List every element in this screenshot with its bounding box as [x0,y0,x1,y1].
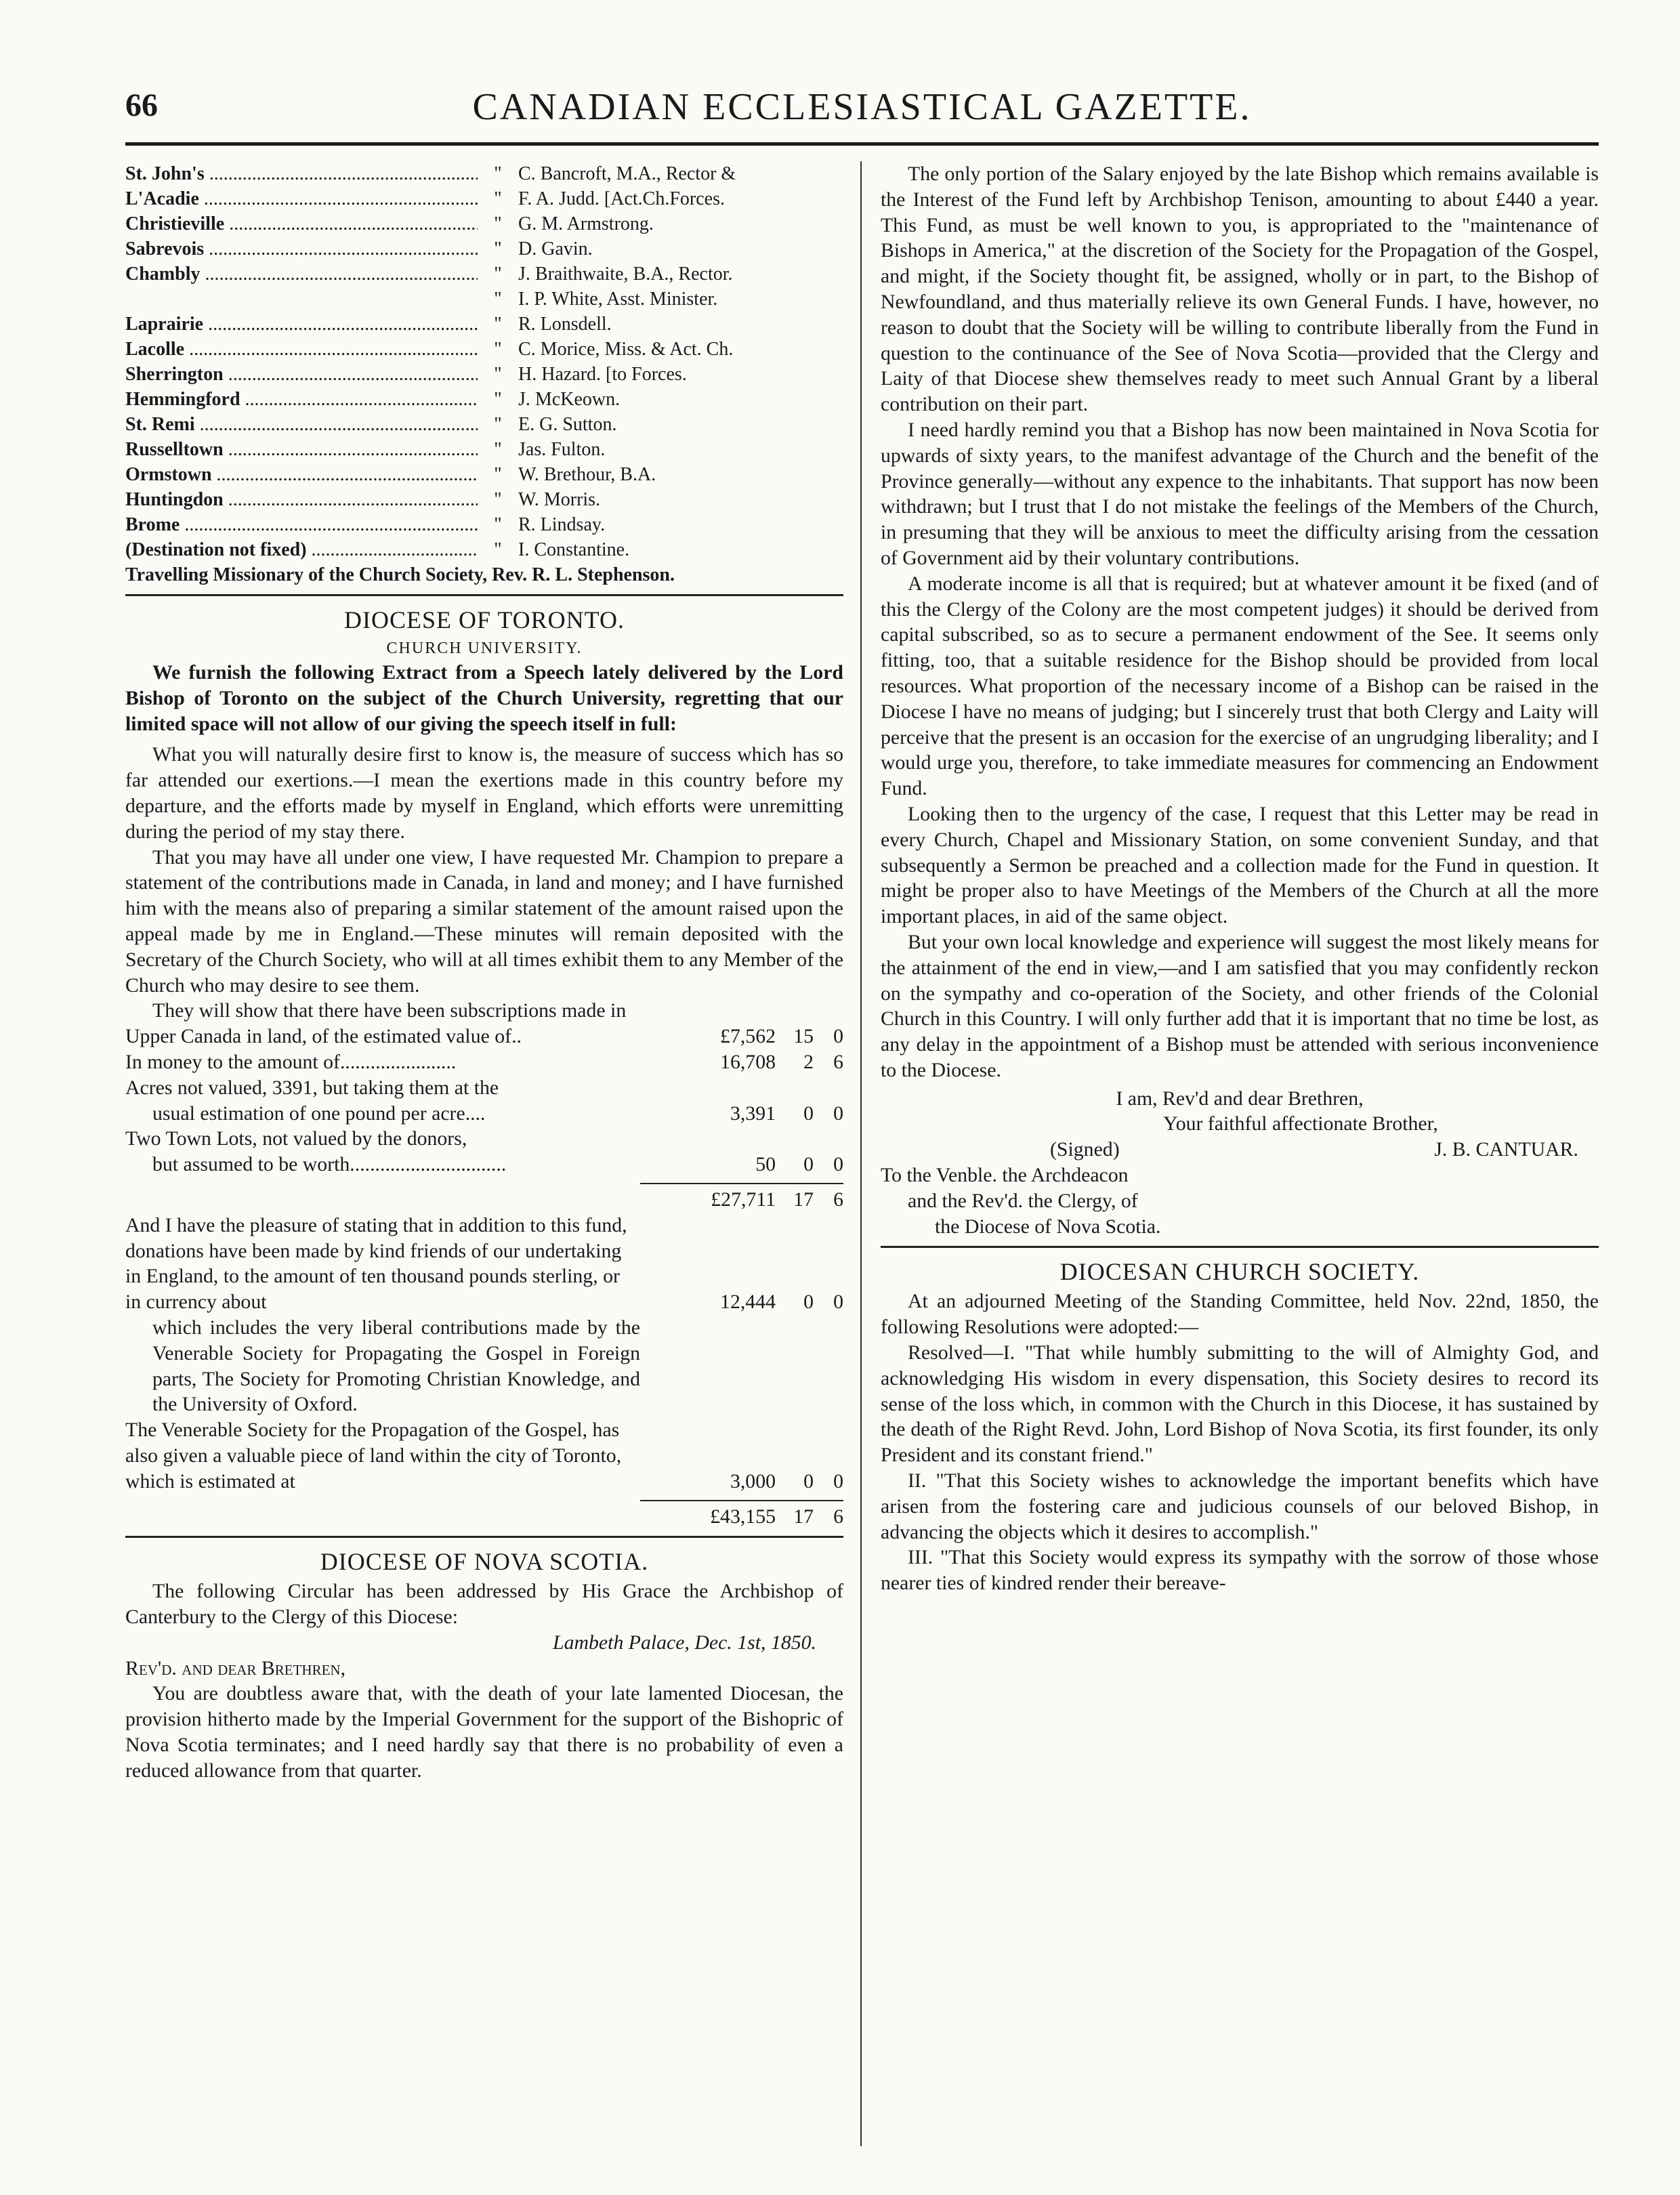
subscription-dn: 0 [833,1153,843,1176]
toronto-intro: We furnish the following Extract from a Speech lately delivered by the Lord Bishop of Toronto on the subject of the Church University, regretting that our limited space will not allow of our giving the speech itself in full: [125,661,843,735]
mission-place: Hemmingford ..... [125,387,478,412]
letter-place-date: Lambeth Palace, Dec. 1st, 1850. [553,1631,816,1654]
section-title-church-society: DIOCESAN CHURCH SOCIETY. [1059,1258,1420,1286]
toronto-paragraph: That you may have all under one view, I have requested Mr. Champion to prepare a statement of the contributions made in Canada, in land and money; and I have furnished him with the means also of preparing a similar statement of the amount raised upon the appeal made by me in England.—These minutes will remain deposited with the Secretary of the Church Society, who will at all times exhibit them to any Member of the Church who may desire to see them. [125,845,843,997]
subscription-dn: 6 [833,1050,843,1073]
land-amount: 3,000 [730,1469,776,1492]
mission-clergy: C. Morice, Miss. & Act. Ch. [518,339,734,360]
column-rule [860,161,862,2146]
mission-place: Sherrington ..... [125,362,478,387]
subscription-sh: 0 [803,1102,814,1125]
subscription-dn: 0 [833,1025,843,1048]
subscription-amt: £7,562 [720,1025,776,1048]
mission-row [125,412,843,437]
letter-paragraph: Looking then to the urgency of the case, I request that this Letter may be read in every Church, Chapel and Missionary Station, on some convenient Sunday, and that subsequently a Sermon be preached and a collection made for the Fund in question. It might be proper also to have Meetings of the Members of the Church at all the more important places, in aid of the same object. [881,802,1599,928]
mission-row [125,362,843,387]
letter-signoff [881,1086,1599,1240]
donation-shillings: 0 [803,1291,814,1314]
mission-row [125,337,843,362]
signed-label: (Signed) [1050,1138,1120,1161]
land-pence: 0 [833,1469,843,1492]
subscription-table [125,1024,843,1177]
mission-clergy: W. Morris. [518,489,601,510]
subscription-desc: In money to the amount of....................... [125,1050,457,1073]
donation-text: And I have the pleasure of stating that in addition to this fund, donations have been made by kind friends of our undertaking in England, to the amount of ten thousand pounds sterling, or in currency about [125,1213,627,1314]
donation-row [125,1213,843,1315]
running-title: CANADIAN ECCLESIASTICAL GAZETTE. [472,86,1252,128]
subtotal-row [125,1187,843,1213]
subscription-dn: 0 [833,1102,843,1125]
subtotal-pence: 6 [833,1188,843,1211]
right-column [881,161,1599,2146]
ditto-mark: " [494,163,502,184]
resolution: III. "That this Society would express its sympathy with the sorrow of those whose nearer ties of kindred render their bereave- [881,1546,1599,1595]
letter-paragraph: I need hardly remind you that a Bishop has now been maintained in Nova Scotia for upwards of sixty years, to the manifest advantage of the Church and the benefit of the Province generally—without any expence to the inhabitants. That support has now been withdrawn; but I trust that I do not mistake the feelings of the Members of the Church, in presuming that they will be anxious to meet the difficulty arising from the cessation of Government aid by their voluntary contributions. [881,418,1599,569]
total-rule [640,1500,843,1501]
mission-row [125,211,843,236]
mission-row [125,537,843,562]
grand-total-row [125,1504,843,1530]
closing-line: I am, Rev'd and dear Brethren, [1116,1087,1364,1110]
mission-place: St. Remi ..... [125,412,478,437]
land-row [125,1417,843,1494]
subscription-desc: but assumed to be worth............................... [152,1153,507,1176]
subscription-desc: Acres not valued, 3391, but taking them at the [125,1076,499,1099]
addressee-line: the Diocese of Nova Scotia. [935,1215,1161,1238]
subscription-amt: 50 [755,1153,776,1176]
donation-pence: 0 [833,1291,843,1314]
addressee-line: and the Rev'd. the Clergy, of [908,1189,1138,1212]
mission-clergy: R. Lonsdell. [518,314,612,335]
mission-place: Christieville ..... [125,211,478,236]
mission-place: Brome ..... [125,512,478,537]
section-title-toronto: DIOCESE OF TORONTO. [343,606,625,633]
land-text: The Venerable Society for the Propagation of the Gospel, has also given a valuable piece of land within the city of Toronto, which is estimated at [125,1419,622,1492]
closing-line: Your faithful affectionate Brother, [1163,1112,1438,1135]
mission-clergy: G. M. Armstrong. [518,213,654,234]
subscription-sh: 0 [803,1153,814,1176]
donation-note: which includes the very liberal contributions made by the Venerable Society for Propagating the Gospel in Foreign parts, The Society for Promoting Christian Knowledge, and the University of Oxford. [152,1316,640,1416]
ditto-mark: " [494,364,502,385]
mission-place: Sabrevois ..... [125,236,478,262]
mission-place: (Destination not fixed) ..... [125,537,478,562]
subscription-row [125,1024,843,1049]
mission-place [125,287,478,312]
subscription-amt: 16,708 [720,1050,776,1073]
mission-clergy: D. Gavin. [518,238,593,259]
mission-clergy: C. Bancroft, M.A., Rector & [518,163,736,184]
gazette-page [125,81,1599,2154]
travelling-missionary: Travelling Missionary of the Church Society, Rev. R. L. Stephenson. [125,564,675,585]
mission-row [125,287,843,312]
resolution: II. "That this Society wishes to acknowledge the important benefits which have arisen from the fostering care and judicious counsels of our beloved Bishop, in advancing the objects which it desires to accomplish." [881,1469,1599,1543]
subscription-desc: Two Town Lots, not valued by the donors, [125,1127,467,1150]
mission-place: Ormstown ..... [125,462,478,487]
ditto-mark: " [494,314,502,335]
subscription-amt: 3,391 [730,1102,776,1125]
signature-line [881,1137,1599,1163]
mission-clergy: J. McKeown. [518,389,621,410]
mission-clergy: I. Constantine. [518,539,630,560]
mission-place: Chambly ..... [125,262,478,287]
ditto-mark: " [494,289,502,310]
ditto-mark: " [494,389,502,410]
subscription-sh: 15 [793,1025,814,1048]
ditto-mark: " [494,188,502,209]
grand-total-shillings: 17 [793,1505,814,1528]
toronto-paragraph: They will show that there have been subscriptions made in [152,999,627,1022]
mission-clergy: H. Hazard. [to Forces. [518,364,687,385]
letter-salutation: Rev'd. and dear Brethren, [125,1656,346,1679]
letter-paragraph: A moderate income is all that is required; but at whatever amount it be fixed (and of this the Clergy of the Colony are the most competent judges) it should be derived from capital subscribed, so as to secure a permanent endowment of the See. It seems only fitting, too, that a suitable residence for the Bishop should be provided from local resources. What proportion of the necessary income of a Bishop can be raised in the Diocese I have no means of judging; but I sincerely trust that both Clergy and Laity will perceive that the present is an occasion for the exercise of an ungrudging liberality; and I would urge you, therefore, to take immediate measures for commencing an Endowment Fund. [881,572,1599,800]
mission-place: Huntingdon ..... [125,487,478,512]
subscription-row [125,1075,843,1101]
letter-paragraph: But your own local knowledge and experience will suggest the most likely means for the attainment of the end in view,—and I am satisfied that you may confidently reckon on the sympathy and co-operation of the Society, and other friends of the Colonial Church in this Country. I will only further add that it is important that no time be lost, as any delay in the appointment of a Bishop must be attended with serious inconvenience to the Diocese. [881,930,1599,1081]
signature: J. B. CANTUAR. [1434,1138,1578,1161]
resolution: Resolved—I. "That while humbly submitting to the will of Almighty God, and acknowledging His wisdom in every dispensation, this Society desires to record its sense of the loss which, in common with the Church in this Diocese, it has sustained by the death of the Right Revd. John, Lord Bishop of Nova Scotia, its first founder, its only President and its constant friend." [881,1341,1599,1467]
addressee-line: To the Venble. the Archdeacon [881,1164,1129,1187]
mission-row [125,161,843,186]
letter-paragraph: You are doubtless aware that, with the death of your late lamented Diocesan, the provision hitherto made by the Imperial Government for the support of the Bishopric of Nova Scotia terminates; and I need hardly say that there is no probability of even a reduced allowance from that quarter. [125,1682,843,1782]
page-header [125,81,1599,146]
subscription-row [125,1101,843,1127]
subscription-desc: usual estimation of one pound per acre.... [152,1102,486,1125]
toronto-paragraph: What you will naturally desire first to know is, the measure of success which has so far attended our exertions.—I mean the exertions made in this country before my departure, and the efforts made by myself in England, which efforts were unremitting during the period of my stay there. [125,743,843,843]
subscription-desc: Upper Canada in land, of the estimated value of.. [125,1025,522,1048]
ditto-mark: " [494,339,502,360]
letter-paragraph: The only portion of the Salary enjoyed by the late Bishop which remains available is the Interest of the Fund left by Archbishop Tenison, amounting to about £440 a year. This Fund, as must be well known to you, is appropriated to the "maintenance of Bishops in America," at the discretion of the Society for the Propagation of the Gospel, and might, if the Society thought fit, be assigned, wholly or in part, to the Bishop of Newfoundland, and thus materially relieve its own General Funds. I have, however, no reason to doubt that the Society will be willing to contribute liberally from the Fund in question to the continuance of the See of Nova Scotia—provided that the Clergy and Laity of that Diocese shew themselves ready to meet such Annual Grant by a liberal contribution on their part. [881,163,1599,416]
nova-scotia-intro: The following Circular has been addressed by His Grace the Archbishop of Canterbury to the Clergy of this Diocese: [125,1580,843,1629]
ditto-mark: " [494,539,502,560]
mission-clergy: I. P. White, Asst. Minister. [518,289,718,310]
grand-total-pence: 6 [833,1505,843,1528]
ditto-mark: " [494,414,502,435]
mission-row [125,236,843,262]
land-shillings: 0 [803,1469,814,1492]
mission-row [125,512,843,537]
ditto-mark: " [494,439,502,460]
subtotal-shillings: 17 [793,1188,814,1211]
mission-place: Laprairie ..... [125,312,478,337]
missions-list [125,161,843,562]
mission-place: St. John's ..... [125,161,478,186]
mission-clergy: R. Lindsay. [518,514,606,535]
ditto-mark: " [494,489,502,510]
section-title-nova-scotia: DIOCESE OF NOVA SCOTIA. [320,1548,649,1576]
mission-clergy: Jas. Fulton. [518,439,606,460]
ditto-mark: " [494,464,502,485]
church-society-intro: At an adjourned Meeting of the Standing Committee, held Nov. 22nd, 1850, the following Resolutions were adopted:— [881,1290,1599,1339]
mission-place: L'Acadie ..... [125,186,478,211]
section-divider [125,1536,843,1538]
ditto-mark: " [494,213,502,234]
grand-total-amount: £43,155 [710,1505,776,1528]
mission-clergy: W. Brethour, B.A. [518,464,656,485]
mission-clergy: F. A. Judd. [Act.Ch.Forces. [518,188,725,209]
left-column [125,161,843,2146]
subscription-row [125,1152,843,1177]
ditto-mark: " [494,514,502,535]
mission-clergy: J. Braithwaite, B.A., Rector. [518,264,733,285]
donation-amount: 12,444 [720,1291,776,1314]
subscription-row [125,1049,843,1075]
subscription-row [125,1126,843,1152]
mission-row [125,487,843,512]
ditto-mark: " [494,264,502,285]
section-divider [881,1246,1599,1248]
subscription-sh: 2 [803,1050,814,1073]
ditto-mark: " [494,238,502,259]
mission-row [125,312,843,337]
page-number: 66 [125,87,158,123]
mission-place: Lacolle ..... [125,337,478,362]
mission-clergy: E. G. Sutton. [518,414,617,435]
total-rule [640,1183,843,1184]
section-divider [125,594,843,596]
subtotal-amount: £27,711 [711,1188,776,1211]
mission-row [125,387,843,412]
mission-row [125,262,843,287]
subsection-title-church-university: CHURCH UNIVERSITY. [386,640,583,657]
columns [125,161,1599,2146]
mission-row [125,186,843,211]
mission-row [125,437,843,462]
mission-row [125,462,843,487]
mission-place: Russelltown ..... [125,437,478,462]
